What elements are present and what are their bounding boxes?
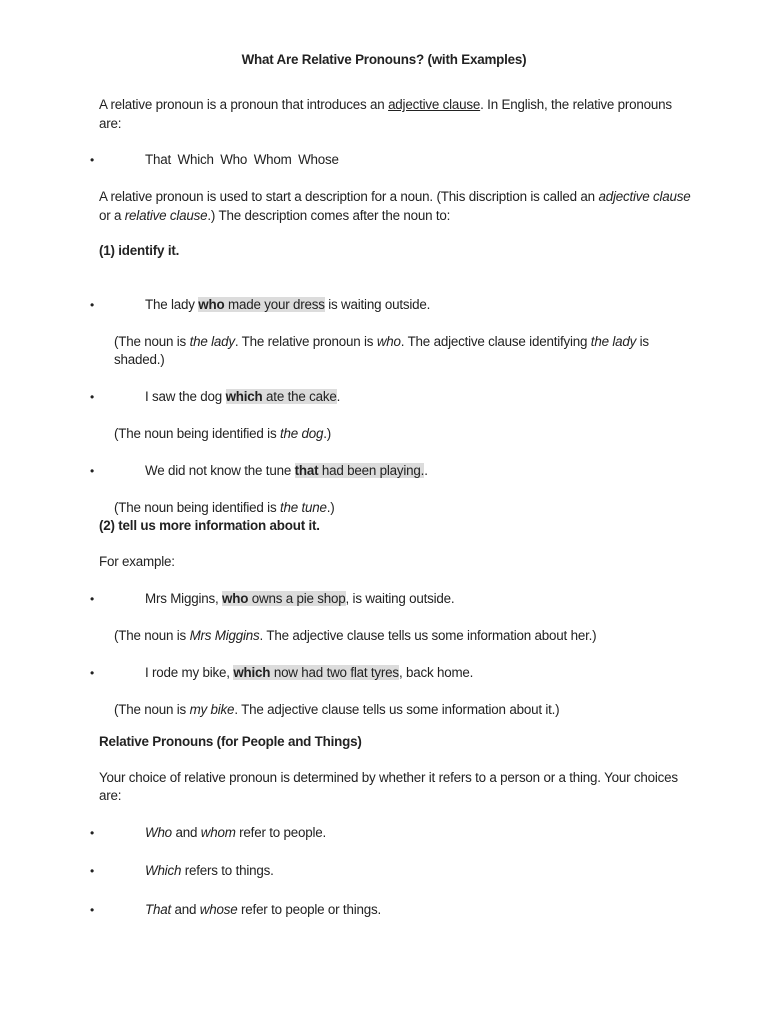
pronoun-emphasis: That [145,902,171,917]
description-text: or a [99,208,125,223]
note-text: .) [326,500,335,515]
adjective-clause-link[interactable]: adjective clause [388,97,481,112]
pronoun-list: That Which Who Whom Whose [145,152,339,167]
example-text: We did not know the tune [145,463,295,478]
note-text: is [636,334,649,349]
description-emphasis: adjective clause [598,189,691,204]
bullet-icon: • [90,153,95,167]
example-text-cont: . [424,463,428,478]
explanation-note-line-2: shaded.) [114,352,165,367]
explanation-note [114,627,596,645]
example-text: I rode my bike, [145,665,234,680]
relative-pronoun: that [294,463,319,478]
example-sentence [145,664,473,682]
bullet-icon: • [90,826,95,840]
note-emphasis: the lady [590,334,637,349]
section-heading-more-info: (2) tell us more information about it. [99,518,320,533]
bullet-icon: • [90,903,95,917]
note-emphasis: Mrs Miggins [189,628,260,643]
clause-text: ate the cake [262,389,337,404]
example-sentence [145,590,454,608]
rule-text: refer to people. [235,825,327,840]
example-sentence [145,462,428,480]
description-line-2 [99,207,450,225]
bullet-icon: • [90,592,95,606]
note-text: (The noun is [114,628,190,643]
highlighted-clause [198,297,324,312]
rule-text: and [171,825,201,840]
rule-text: and [171,902,200,917]
relative-pronoun: which [233,665,271,680]
note-emphasis: the tune [279,500,327,515]
explanation-note-line-1 [114,333,649,351]
relative-pronoun: who [222,591,249,606]
rule-item [145,824,326,842]
example-text-cont: is waiting outside. [324,297,431,312]
note-emphasis: my bike [189,702,235,717]
rule-item [145,862,274,880]
pronoun-emphasis: Which [145,863,182,878]
rule-item [145,901,381,919]
note-text: (The noun being identified is [114,426,280,441]
note-text: . The adjective clause tells us some information about her.) [259,628,597,643]
section-heading-identify: (1) identify it. [99,243,180,258]
rule-text: refer to people or things. [237,902,381,917]
relative-pronoun: who [198,297,225,312]
example-text: Mrs Miggins, [145,591,223,606]
highlighted-clause [295,463,425,478]
note-emphasis: the dog [279,426,324,441]
note-emphasis: the lady [189,334,235,349]
example-text: I saw the dog [145,389,226,404]
note-text: . The adjective clause identifying [400,334,591,349]
pronoun-emphasis: whom [200,825,236,840]
example-text-cont: . [336,389,341,404]
example-text-cont: , back home. [398,665,474,680]
relative-pronoun: which [225,389,263,404]
note-text: (The noun is [114,702,190,717]
note-text: . The adjective clause tells us some information about it.) [234,702,560,717]
description-text: A relative pronoun is used to start a description for a noun. (This discription is called an [99,189,599,204]
example-sentence [145,296,430,314]
explanation-note [114,425,331,443]
highlighted-clause [226,389,337,404]
clause-text: now had two flat tyres [270,665,399,680]
page-title: What Are Relative Pronouns? (with Examples) [241,52,527,67]
example-text-cont: , is waiting outside. [345,591,455,606]
intro-text-cont: . In English, the relative pronouns [480,97,672,112]
explanation-note [114,701,559,719]
section-heading-people-things: Relative Pronouns (for People and Things) [99,734,362,749]
bullet-icon: • [90,666,95,680]
note-text: . The relative pronoun is [234,334,377,349]
clause-text: made your dress [224,297,325,312]
pronoun-emphasis: Who [145,825,172,840]
choice-paragraph-line-1: Your choice of relative pronoun is determined by whether it refers to a person or a thing. Your choices [99,770,678,785]
bullet-icon: • [90,298,95,312]
clause-text: had been playing. [318,463,425,478]
bullet-icon: • [90,390,95,404]
rule-text: refers to things. [181,863,274,878]
description-text-cont: .) The description comes after the noun to: [207,208,451,223]
intro-text: A relative pronoun is a pronoun that introduces an [99,97,389,112]
choice-paragraph-line-2: are: [99,788,122,803]
example-text: The lady [145,297,199,312]
example-sentence [145,388,340,406]
note-emphasis: who [376,334,401,349]
for-example-label: For example: [99,554,175,569]
explanation-note [114,499,335,517]
description-line-1 [99,188,691,206]
description-emphasis: relative clause [124,208,208,223]
pronoun-emphasis: whose [199,902,238,917]
note-text: (The noun is [114,334,190,349]
highlighted-clause [233,665,399,680]
note-text: .) [323,426,332,441]
bullet-icon: • [90,864,95,878]
note-text: (The noun being identified is [114,500,280,515]
intro-paragraph-line-2: are: [99,116,122,131]
highlighted-clause [222,591,345,606]
intro-paragraph-line-1 [99,96,672,114]
bullet-icon: • [90,464,95,478]
clause-text: owns a pie shop [248,591,346,606]
